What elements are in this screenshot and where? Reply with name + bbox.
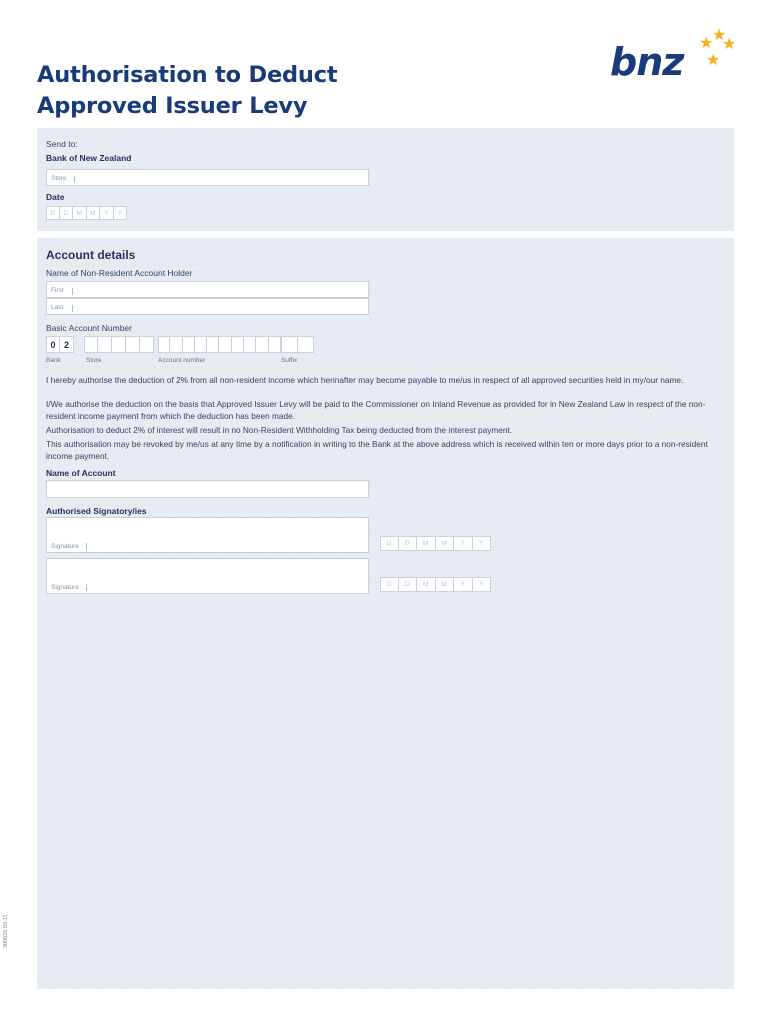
date-cell-year[interactable]: Y (114, 206, 128, 220)
date-cell-month[interactable]: M (87, 206, 101, 220)
authorisation-paragraph-1: I hereby authorise the deduction of 2% from all non-resident income which herinafter may become payable to me/us in respect of all approved securities held in my/our name. (46, 375, 684, 385)
account-digit[interactable] (232, 336, 244, 353)
account-digit[interactable] (256, 336, 268, 353)
sub-label-store: Store (86, 357, 102, 364)
suffix-field[interactable] (281, 336, 314, 353)
date-cell-year[interactable]: Y (473, 536, 492, 551)
date-cell-day[interactable]: D (46, 206, 60, 220)
star-icon: ★ (699, 35, 714, 52)
date-cell-month[interactable]: M (417, 536, 436, 551)
signature-date-field-2[interactable] (380, 577, 491, 592)
date-cell-day[interactable]: D (380, 536, 399, 551)
account-digit[interactable] (219, 336, 231, 353)
signature-date-field-1[interactable] (380, 536, 491, 551)
bank-digit: 2 (60, 336, 74, 353)
signature-placeholder: Signature (51, 543, 79, 550)
basic-account-label: Basic Account Number (46, 323, 132, 333)
name-of-account-label: Name of Account (46, 468, 116, 478)
date-cell-month[interactable]: M (73, 206, 87, 220)
date-cell-year[interactable]: Y (454, 577, 473, 592)
store-digit[interactable] (112, 336, 126, 353)
store-digit[interactable] (98, 336, 112, 353)
first-name-field[interactable] (46, 281, 369, 298)
date-label: Date (46, 192, 65, 202)
text-caret (86, 543, 87, 550)
authorisation-paragraph-4: This authorisation may be revoked by me/us at any time by a notification in writing to the Bank at the above address which is received within ten or more days prior to a non-resident income payment. (46, 439, 708, 461)
star-icon: ★ (712, 27, 727, 44)
text-caret (74, 176, 75, 183)
holder-label: Name of Non-Resident Account Holder (46, 268, 193, 278)
text-caret (86, 584, 87, 591)
store-placeholder: Store (51, 175, 67, 182)
account-digit[interactable] (183, 336, 195, 353)
date-cell-month[interactable]: M (436, 536, 455, 551)
account-number-field[interactable] (158, 336, 281, 353)
account-digit[interactable] (158, 336, 170, 353)
star-icon: ★ (722, 36, 737, 53)
name-of-account-field[interactable] (46, 480, 369, 498)
text-caret (72, 305, 73, 312)
date-cell-year[interactable]: Y (454, 536, 473, 551)
text-caret (72, 288, 73, 295)
bnz-logo (608, 28, 738, 90)
sub-label-bank: Bank (46, 357, 61, 364)
date-cell-year[interactable]: Y (100, 206, 114, 220)
date-cell-day[interactable]: D (380, 577, 399, 592)
last-name-field[interactable] (46, 298, 369, 315)
bank-digit: 0 (46, 336, 60, 353)
form-title (37, 60, 457, 122)
authorisation-paragraph-2: I/We authorise the deduction on the basis that Approved Issuer Levy will be paid to the Commissioner on Inland Revenue as provided for in New Zealand Law in respect of the non-resident income payment from which the deduction has been made. (46, 399, 706, 421)
account-digit[interactable] (195, 336, 207, 353)
last-placeholder: Last (51, 304, 64, 311)
store-digit[interactable] (84, 336, 98, 353)
date-cell-month[interactable]: M (417, 577, 436, 592)
account-digit[interactable] (170, 336, 182, 353)
bank-code-field[interactable] (46, 336, 74, 353)
form-title-line2: Approved Issuer Levy (37, 93, 308, 119)
account-digit[interactable] (207, 336, 219, 353)
star-icon: ★ (706, 52, 721, 69)
form-title-line1: Authorisation to Deduct (37, 62, 338, 88)
store-digit[interactable] (140, 336, 154, 353)
signature-field-1[interactable] (46, 517, 369, 553)
store-number-field[interactable] (84, 336, 154, 353)
date-cell-day[interactable]: D (399, 577, 418, 592)
form-code: 300625 03-11 (3, 914, 9, 948)
send-to-label: Send to: (46, 139, 78, 149)
date-cell-month[interactable]: M (436, 577, 455, 592)
suffix-digit[interactable] (298, 336, 315, 353)
store-field[interactable] (46, 169, 369, 186)
account-details-heading: Account details (46, 248, 136, 262)
sub-label-account: Account number (158, 357, 206, 364)
account-digit[interactable] (269, 336, 281, 353)
date-field[interactable] (46, 206, 127, 220)
bnz-logo-text: bnz (610, 40, 684, 84)
signature-placeholder: Signature (51, 584, 79, 591)
signature-field-2[interactable] (46, 558, 369, 594)
authorisation-paragraph-3: Authorisation to deduct 2% of interest will result in no Non-Resident Withholding Tax being deducted from the interest payment. (46, 425, 513, 435)
signatories-label: Authorised Signatory/ies (46, 506, 147, 516)
suffix-digit[interactable] (281, 336, 298, 353)
bank-name: Bank of New Zealand (46, 153, 132, 163)
date-cell-day[interactable]: D (399, 536, 418, 551)
sub-label-suffix: Suffix (281, 357, 298, 364)
date-cell-year[interactable]: Y (473, 577, 492, 592)
date-cell-day[interactable]: D (60, 206, 74, 220)
first-placeholder: First (51, 287, 64, 294)
store-digit[interactable] (126, 336, 140, 353)
account-digit[interactable] (244, 336, 256, 353)
